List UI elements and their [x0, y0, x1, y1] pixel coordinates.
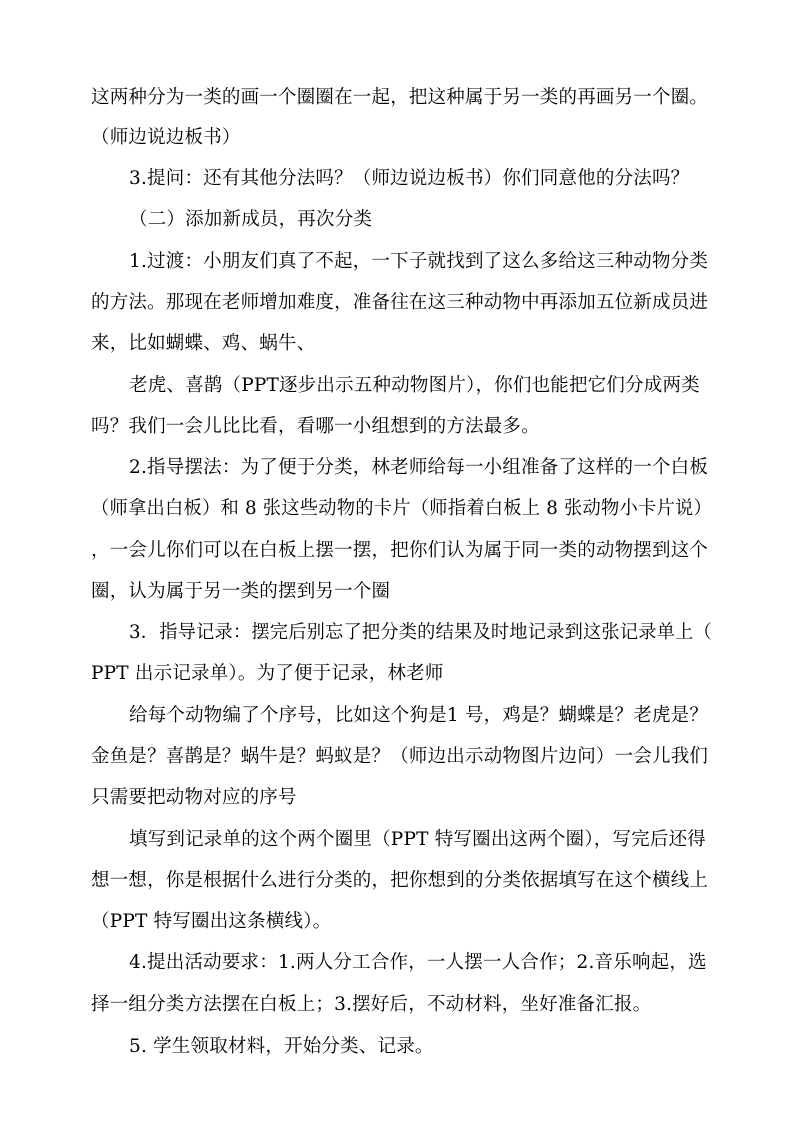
text-line: [0, 864, 794, 898]
text-line: [0, 575, 794, 609]
text-line: [0, 492, 794, 526]
text-line: [0, 823, 794, 857]
text-line: [0, 657, 794, 691]
text-line: [0, 699, 794, 733]
text-line: [0, 740, 794, 774]
text-line: [0, 1030, 794, 1064]
line-text: 金鱼是？喜鹊是？蜗牛是？蚂蚁是？（师边出示动物图片边问）一会儿我们: [91, 746, 709, 767]
line-text: 1.过渡：小朋友们真了不起，一下子就找到了这么多给这三种动物分类: [129, 251, 709, 272]
text-line: [0, 616, 794, 650]
text-line: [0, 121, 794, 155]
line-text: （师拿出白板）和 8 张这些动物的卡片（师指着白板上 8 张动物小卡片说）: [91, 498, 712, 519]
text-line: [0, 245, 794, 279]
line-text: 来，比如蝴蝶、鸡、蜗牛、: [91, 333, 316, 354]
line-text: 填写到记录单的这个两个圈里（PPT 特写圈出这两个圈），写完后还得: [129, 829, 706, 850]
line-text: 只需要把动物对应的序号: [91, 787, 297, 808]
text-line: [0, 451, 794, 485]
line-text: 想一想，你是根据什么进行分类的，把你想到的分类依据填写在这个横线上: [91, 870, 709, 891]
text-line: [0, 327, 794, 361]
line-text: 3．指导记录：摆完后别忘了把分类的结果及时地记录到这张记录单上（: [129, 622, 712, 643]
text-line: [0, 286, 794, 320]
text-line: [0, 534, 794, 568]
line-text: 吗？我们一会儿比比看，看哪一小组想到的方法最多。: [91, 416, 540, 437]
line-text: 择一组分类方法摆在白板上；3.摆好后，不动材料，坐好准备汇报。: [91, 994, 652, 1015]
line-text: （二）添加新成员，再次分类: [129, 209, 373, 230]
line-text: ，一会儿你们可以在白板上摆一摆，把你们认为属于同一类的动物摆到这个: [91, 540, 709, 561]
line-text: （PPT 特写圈出这条横线）。: [91, 911, 332, 932]
line-text: 圈，认为属于另一类的摆到另一个圈: [91, 581, 391, 602]
section-heading: [0, 203, 794, 237]
text-line: [0, 905, 794, 939]
line-text: PPT 出示记录单）。为了便于记录，林老师: [91, 663, 444, 684]
line-text: 3.提问：还有其他分法吗？（师边说边板书）你们同意他的分法吗？: [129, 168, 690, 189]
line-text: 的方法。那现在老师增加难度，准备往在这三种动物中再添加五位新成员进: [91, 292, 709, 313]
line-text: 5. 学生领取材料，开始分类、记录。: [129, 1036, 434, 1057]
text-line: [0, 781, 794, 815]
line-text: 4.提出活动要求：1.两人分工合作，一人摆一人合作；2.音乐响起，选: [129, 952, 707, 973]
text-line: [0, 410, 794, 444]
line-text: 老虎、喜鹊（PPT逐步出示五种动物图片），你们也能把它们分成两类: [129, 375, 700, 396]
line-text: 给每个动物编了个序号，比如这个狗是1 号，鸡是？蝴蝶是？老虎是？: [129, 705, 709, 726]
text-line: [0, 81, 794, 115]
line-text: 这两种分为一类的画一个圈圈在一起，把这种属于另一类的再画另一个圈。: [91, 87, 709, 108]
text-line: [0, 946, 794, 980]
text-line: [0, 369, 794, 403]
text-line: [0, 988, 794, 1022]
line-text: （师边说边板书）: [91, 127, 241, 148]
line-text: 2.指导摆法：为了便于分类，林老师给每一小组准备了这样的一个白板: [129, 457, 709, 478]
text-line: [0, 162, 794, 196]
